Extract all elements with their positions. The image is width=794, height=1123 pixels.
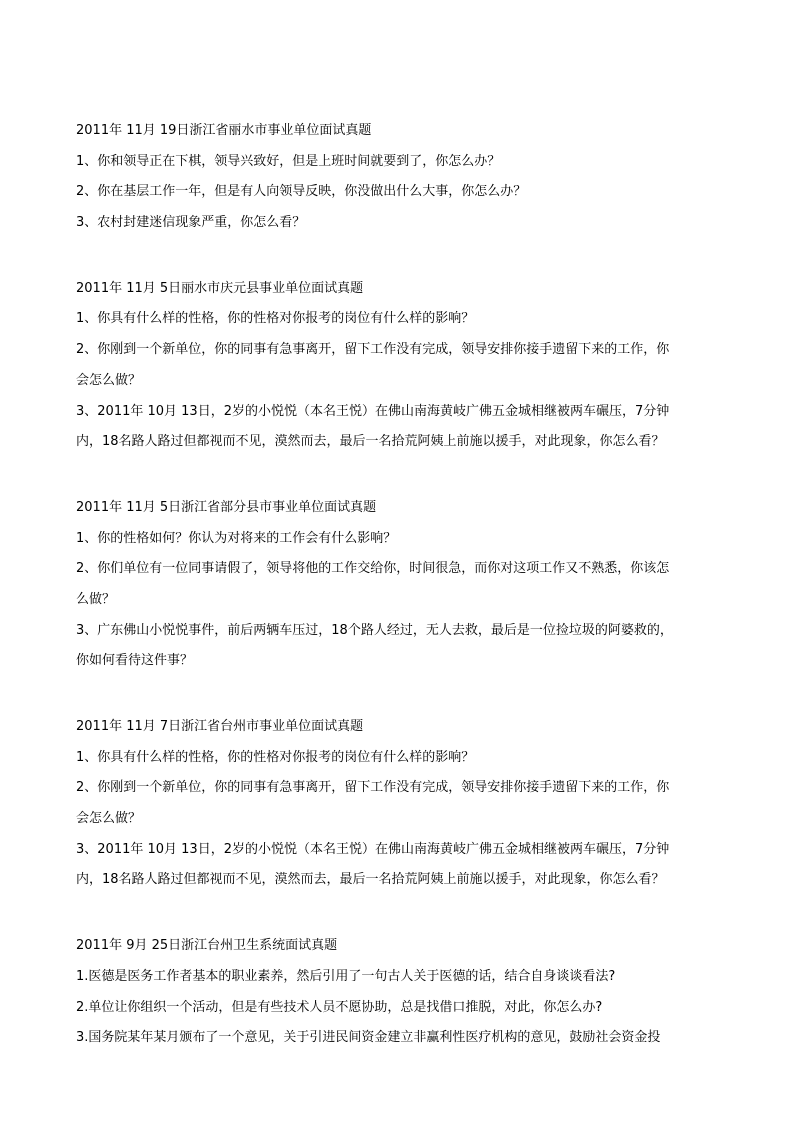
question-line: 1、你具有什么样的性格，你的性格对你报考的岗位有什么样的影响？	[76, 311, 475, 327]
question-line: 3、广东佛山小悦悦事件，前后两辆车压过，18个路人经过，无人去救，最后是一位捡垃圾的阿婆救的，	[76, 622, 673, 638]
section-title: 2011年 11月 5日丽水市庆元县事业单位面试真题	[76, 280, 364, 296]
exam-section	[76, 712, 721, 896]
question	[76, 743, 721, 774]
question-line: 3、2011年 10月 13日，2岁的小悦悦（本名王悦）在佛山南海黄岐广佛五金城相继被两车碾压，7分钟	[76, 403, 670, 419]
question	[76, 177, 721, 208]
question	[76, 835, 721, 896]
question-line: 1、你的性格如何？你认为对将来的工作会有什么影响？	[76, 530, 397, 546]
document-page	[76, 116, 721, 1058]
question	[76, 335, 721, 396]
question	[76, 1023, 721, 1054]
section-title: 2011年 9月 25日浙江台州卫生系统面试真题	[76, 938, 338, 954]
exam-section	[76, 116, 721, 239]
question-line: 1.医德是医务工作者基本的职业素养，然后引用了一句古人关于医德的话，结合自身谈谈看法?	[76, 968, 616, 984]
question-line: 1、你和领导正在下棋，领导兴致好，但是上班时间就要到了，你怎么办？	[76, 153, 501, 169]
section-title: 2011年 11月 19日浙江省丽水市事业单位面试真题	[76, 123, 372, 138]
exam-section	[76, 493, 721, 677]
question-line: 会怎么做？	[76, 372, 142, 388]
question	[76, 554, 721, 615]
question-line: 内，18名路人路过但都视而不见，漠然而去，最后一名拾荒阿姨上前施以援手，对此现象，你怎么看？	[76, 434, 665, 450]
question	[76, 524, 721, 555]
question-line: 3、农村封建迷信现象严重，你怎么看？	[76, 215, 306, 231]
question-line: 2、你们单位有一位同事请假了，领导将他的工作交给你，时间很急，而你对这项工作又不熟悉，你该怎	[76, 561, 670, 577]
question	[76, 304, 721, 335]
question-line: 内，18名路人路过但都视而不见，漠然而去，最后一名拾荒阿姨上前施以援手，对此现象，你怎么看？	[76, 872, 665, 888]
question-line: 2、你刚到一个新单位，你的同事有急事离开，留下工作没有完成，领导安排你接手遗留下来的工作，你	[76, 342, 670, 358]
exam-section	[76, 274, 721, 458]
section-title: 2011年 11月 5日浙江省部分县市事业单位面试真题	[76, 499, 377, 515]
question	[76, 397, 721, 458]
question-line: 你如何看待这件事？	[76, 653, 194, 669]
question	[76, 993, 721, 1024]
question-line: 3.国务院某年某月颁布了一个意见，关于引进民间资金建立非赢利性医疗机构的意见，鼓励社会资金投	[76, 1030, 661, 1046]
question-line: 2、你在基层工作一年，但是有人向领导反映，你没做出什么大事，你怎么办？	[76, 184, 527, 200]
question-line: 么做？	[76, 591, 116, 607]
question-line: 2、你刚到一个新单位，你的同事有急事离开，留下工作没有完成，领导安排你接手遗留下来的工作，你	[76, 780, 670, 796]
question-line: 会怎么做？	[76, 811, 142, 827]
question	[76, 962, 721, 993]
exam-section	[76, 931, 721, 1054]
question	[76, 208, 721, 239]
question-line: 2.单位让你组织一个活动，但是有些技术人员不愿协助，总是找借口推脱，对此，你怎么办?	[76, 999, 603, 1015]
question	[76, 616, 721, 677]
question	[76, 147, 721, 178]
question	[76, 773, 721, 834]
question-line: 1、你具有什么样的性格，你的性格对你报考的岗位有什么样的影响？	[76, 749, 475, 765]
question-line: 3、2011年 10月 13日，2岁的小悦悦（本名王悦）在佛山南海黄岐广佛五金城相继被两车碾压，7分钟	[76, 841, 670, 857]
section-title: 2011年 11月 7日浙江省台州市事业单位面试真题	[76, 719, 364, 734]
